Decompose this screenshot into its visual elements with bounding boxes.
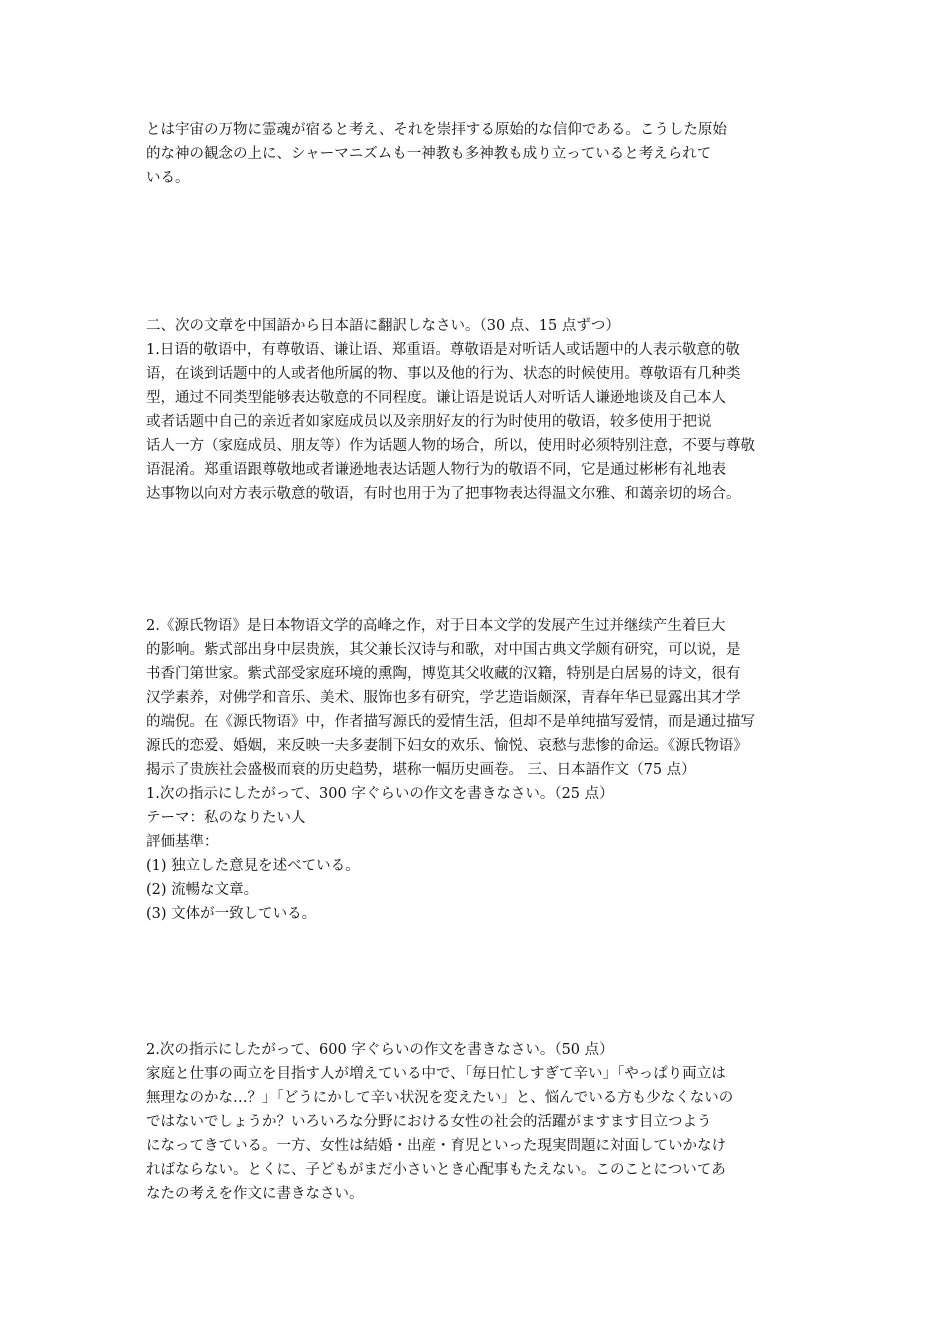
text-line: 汉学素养，对佛学和音乐、美术、服饰也多有研究，学艺造诣颇深，青春年华已显露出其才学 [146,690,741,706]
intro-paragraph [146,118,818,190]
text-line: 無理なのかな…？」「どうにかして辛い状況を変えたい」と、悩んでいる方も少なくないの [146,1090,734,1106]
composition-item-2 [146,1038,818,1206]
text-line: 话人一方（家庭成员、朋友等）作为话题人物的场合，所以，使用时必须特别注意，不要与尊敬 [146,438,755,454]
text-line: いる。 [146,170,190,186]
text-line: 语混淆。郑重语跟尊敬地或者谦逊地表达话题人物行为的敬语不同，它是通过彬彬有礼地表 [146,462,726,478]
text-line: なたの考えを作文に書きなさい。 [146,1186,364,1202]
text-line: 的影响。紫式部出身中层贵族，其父兼长汉诗与和歌，对中国古典文学颇有研究，可以说，是 [146,642,741,658]
text-line: テーマ：私のなりたい人 [146,810,306,826]
text-line: (2) 流暢な文章。 [146,882,259,898]
text-line: 源氏的恋爱、婚姻，来反映一夫多妻制下妇女的欢乐、愉悦、哀愁与悲惨的命运。《源氏物语》 [146,738,748,754]
text-line: (3) 文体が一致している。 [146,906,317,922]
section-heading: 二、次の文章を中国語から日本語に翻訳しなさい。（30 点、15 点ずつ） [146,318,620,334]
text-line: 语，在谈到话题中的人或者他所属的物、事以及他的行为、状态的时候使用。尊敬语有几种类 [146,366,741,382]
text-line: とは宇宙の万物に霊魂が宿ると考え、それを崇拝する原始的な信仰である。こうした原始 [146,122,727,138]
text-line: 揭示了贵族社会盛极而衰的历史趋势，堪称一幅历史画卷。 三、日本語作文（75 点） [146,762,696,778]
text-line: 的な神の観念の上に、シャーマニズムも一神教も多神教も成り立っていると考えられて [146,146,712,162]
text-line: 书香门第世家。紫式部受家庭环境的熏陶，博览其父收藏的汉籍，特别是白居易的诗文，很有 [146,666,741,682]
text-line: 或者话题中自己的亲近者如家庭成员以及亲朋好友的行为时使用的敬语，较多使用于把说 [146,414,712,430]
text-line: 1.次の指示にしたがって、300 字ぐらいの作文を書きなさい。（25 点） [146,786,614,802]
text-line: 2.次の指示にしたがって、600 字ぐらいの作文を書きなさい。（50 点） [146,1042,614,1058]
translation-section [146,314,818,506]
text-line: 达事物以向对方表示敬意的敬语，有时也用于为了把事物表达得温文尔雅、和蔼亲切的场合。 [146,486,741,502]
text-line: 2.《源氏物语》是日本物语文学的高峰之作，对于日本文学的发展产生过并继续产生着巨大 [146,618,726,634]
text-line: (1) 独立した意見を述べている。 [146,858,360,874]
text-line: 的端倪。在《源氏物语》中，作者描写源氏的爱情生活，但却不是单纯描写爱情，而是通过描写 [146,714,755,730]
text-line: ればならない。とくに、子どもがまだ小さいとき心配事もたえない。このことについてあ [146,1162,726,1178]
translation-item-2 [146,614,818,926]
text-line: 評価基準： [146,834,219,850]
text-line: 家庭と仕事の両立を目指す人が増えている中で、「毎日忙しすぎて辛い」「やっぱり両立は [146,1066,726,1082]
text-line: ではないでしょうか？いろいろな分野における女性の社会的活躍がますます目立つよう [146,1114,712,1130]
text-line: になってきている。一方、女性は結婚・出産・育児といった現実問題に対面していかなけ [146,1138,726,1154]
text-line: 型，通过不同类型能够表达敬意的不同程度。谦让语是说话人对听话人谦逊地谈及自己本人 [146,390,726,406]
text-line: 1.日语的敬语中，有尊敬语、谦让语、郑重语。尊敬语是对听话人或话题中的人表示敬意的敬 [146,342,740,358]
